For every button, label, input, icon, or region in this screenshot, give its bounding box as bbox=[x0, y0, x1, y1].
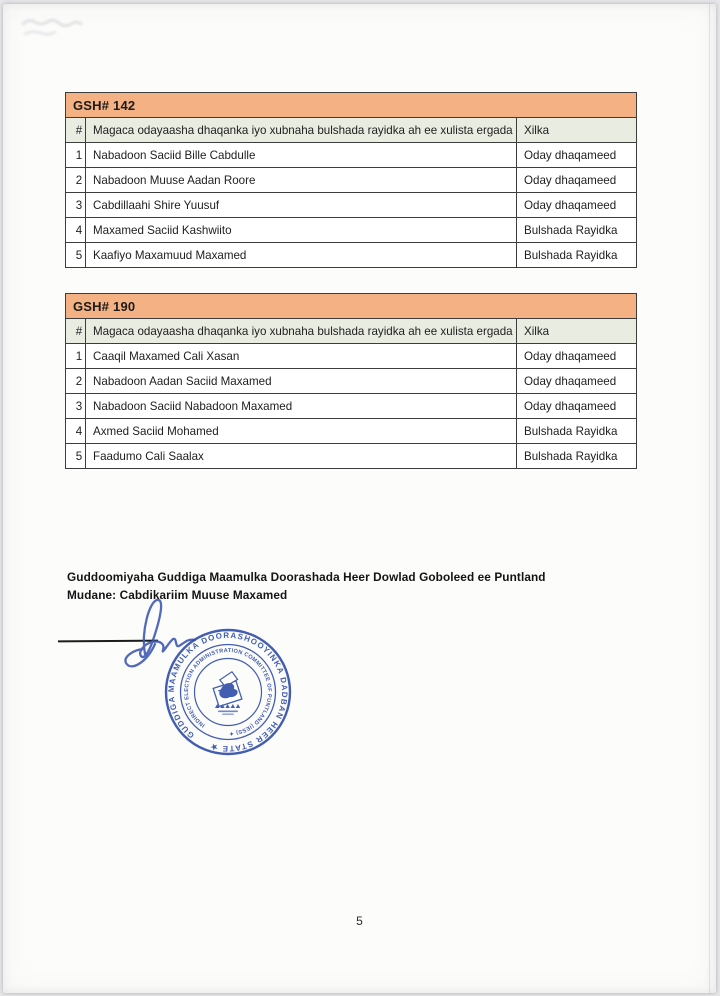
table-row bbox=[66, 193, 637, 218]
official-seal-stamp bbox=[163, 627, 293, 757]
table-row bbox=[66, 344, 637, 369]
member-role: Oday dhaqameed bbox=[517, 344, 637, 369]
table-title-row bbox=[66, 294, 637, 319]
table-title: GSH# 190 bbox=[66, 294, 637, 319]
row-number: 2 bbox=[66, 369, 86, 394]
row-number: 1 bbox=[66, 143, 86, 168]
member-role: Bulshada Rayidka bbox=[517, 218, 637, 243]
member-name: Nabadoon Saciid Nabadoon Maxamed bbox=[86, 394, 517, 419]
table-body bbox=[66, 143, 637, 268]
table-body bbox=[66, 344, 637, 469]
row-number: 2 bbox=[66, 168, 86, 193]
table-row bbox=[66, 243, 637, 268]
table-row bbox=[66, 444, 637, 469]
column-header-role: Xilka bbox=[517, 118, 637, 143]
page-edge-line bbox=[709, 4, 710, 993]
member-name: Nabadoon Muuse Aadan Roore bbox=[86, 168, 517, 193]
table-header-row bbox=[66, 319, 637, 344]
row-number: 5 bbox=[66, 444, 86, 469]
column-header-role: Xilka bbox=[517, 319, 637, 344]
member-name: Caaqil Maxamed Cali Xasan bbox=[86, 344, 517, 369]
column-header-number: # bbox=[66, 319, 86, 344]
row-number: 5 bbox=[66, 243, 86, 268]
table-row bbox=[66, 168, 637, 193]
member-role: Oday dhaqameed bbox=[517, 168, 637, 193]
scan-smudge-artifact bbox=[19, 12, 139, 42]
table-row bbox=[66, 419, 637, 444]
table-row bbox=[66, 218, 637, 243]
member-role: Oday dhaqameed bbox=[517, 394, 637, 419]
member-name: Faadumo Cali Saalax bbox=[86, 444, 517, 469]
member-name: Axmed Saciid Mohamed bbox=[86, 419, 517, 444]
member-name: Nabadoon Saciid Bille Cabdulle bbox=[86, 143, 517, 168]
delegates-table-gsh-142 bbox=[65, 92, 637, 268]
row-number: 4 bbox=[66, 419, 86, 444]
column-header-number: # bbox=[66, 118, 86, 143]
member-role: Bulshada Rayidka bbox=[517, 444, 637, 469]
member-role: Bulshada Rayidka bbox=[517, 419, 637, 444]
member-role: Bulshada Rayidka bbox=[517, 243, 637, 268]
delegates-table-gsh-190 bbox=[65, 293, 637, 469]
table-row bbox=[66, 143, 637, 168]
member-role: Oday dhaqameed bbox=[517, 143, 637, 168]
table-row bbox=[66, 369, 637, 394]
table-title: GSH# 142 bbox=[66, 93, 637, 118]
column-header-name: Magaca odayaasha dhaqanka iyo xubnaha bulshada rayidka ah ee xulista ergada bbox=[86, 118, 517, 143]
table-title-row bbox=[66, 93, 637, 118]
ballot-box-emblem bbox=[210, 671, 244, 715]
row-number: 3 bbox=[66, 193, 86, 218]
member-role: Oday dhaqameed bbox=[517, 369, 637, 394]
member-name: Kaafiyo Maxamuud Maxamed bbox=[86, 243, 517, 268]
row-number: 4 bbox=[66, 218, 86, 243]
document-page bbox=[3, 4, 716, 993]
member-name: Maxamed Saciid Kashwiito bbox=[86, 218, 517, 243]
row-number: 3 bbox=[66, 394, 86, 419]
stamp-inner-ring-text: INDIRECT ELECTION ADMINISTRATION COMMITTEE OF PUNTLAND (IESS) ✦ bbox=[183, 647, 273, 737]
column-header-name: Magaca odayaasha dhaqanka iyo xubnaha bulshada rayidka ah ee xulista ergada bbox=[86, 319, 517, 344]
row-number: 1 bbox=[66, 344, 86, 369]
table-header-row bbox=[66, 118, 637, 143]
member-name: Cabdillaahi Shire Yuusuf bbox=[86, 193, 517, 218]
signatory-name: Mudane: Cabdikariim Muuse Maxamed bbox=[67, 588, 288, 602]
table-row bbox=[66, 394, 637, 419]
page-number: 5 bbox=[356, 914, 363, 928]
member-name: Nabadoon Aadan Saciid Maxamed bbox=[86, 369, 517, 394]
stamp-outer-ring-text: GUDDIGA MAAMULKA DOORASHOOYINKA DADBAN HEER STATE ★ bbox=[166, 630, 290, 754]
member-role: Oday dhaqameed bbox=[517, 193, 637, 218]
signatory-title: Guddoomiyaha Guddiga Maamulka Doorashada Heer Dowlad Goboleed ee Puntland bbox=[67, 570, 546, 584]
